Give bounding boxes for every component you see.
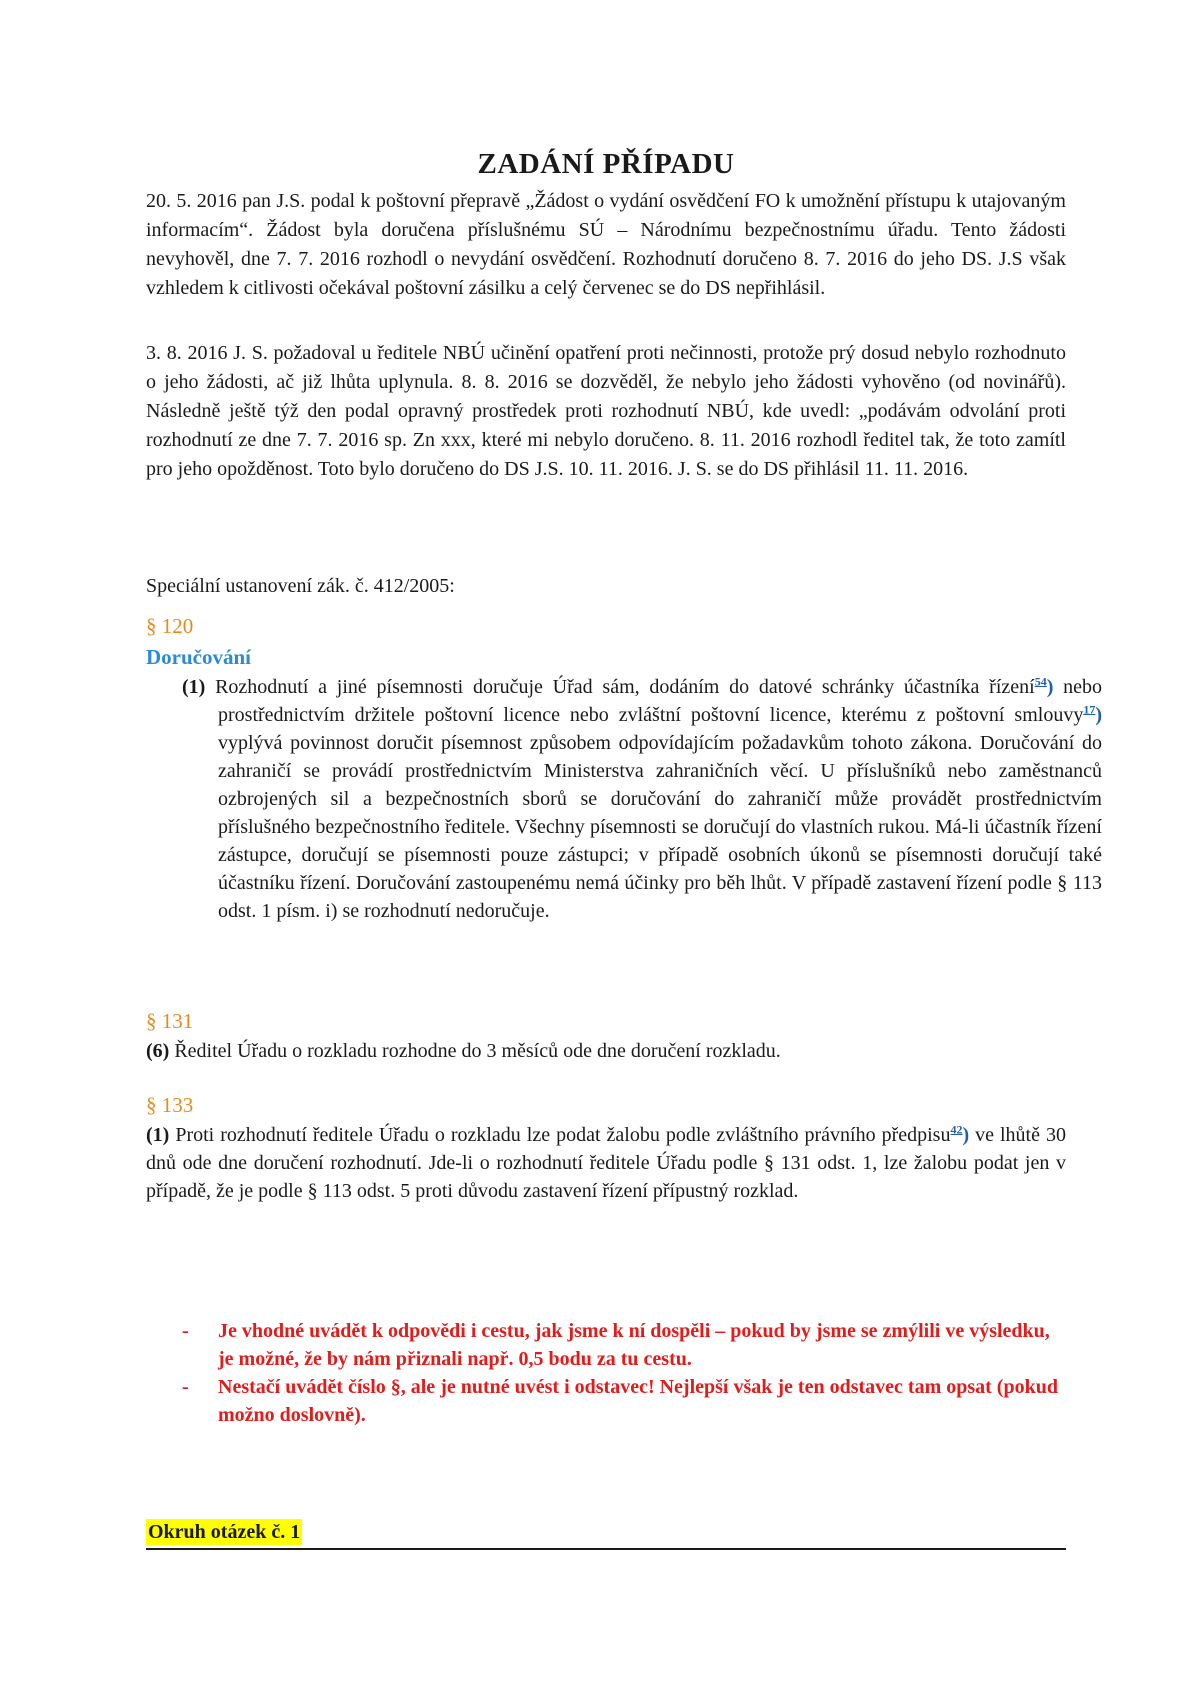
section-131-paragraph-6 <box>146 1037 1066 1065</box>
section-133-number: § 133 <box>146 1093 194 1117</box>
footnote-link-42[interactable]: 42 <box>950 1122 963 1137</box>
section-120-number: § 120 <box>146 614 194 638</box>
footnote-link-54[interactable]: 54 <box>1034 674 1047 689</box>
question-group-heading <box>146 1519 1066 1550</box>
paragraph-number: (1) <box>182 676 206 698</box>
case-paragraph-2: 3. 8. 2016 J. S. požadoval u ředitele NBÚ učinění opatření proti nečinnosti, protože prý dosud nebylo rozhodnuto o jeho žádosti, ač již lhůta uplynula. 8. 8. 2016 se dozvěděl, že nebylo jeho žádosti vyhověno (od novinářů). Následně ještě týž den podal opravný prostředek proti rozhodnutí NBÚ, kde uvedl: „podávám odvolání proti rozhodnutí ze dne 7. 7. 2016 sp. Zn xxx, které mi nebylo doručeno. 8. 11. 2016 rozhodl ředitel tak, že toto zamítl pro jeho opožděnost. Toto bylo doručeno do DS J.S. 10. 11. 2016. J. S. se do DS přihlásil 11. 11. 2016. <box>146 342 1066 480</box>
footnote-paren: ) <box>962 1124 970 1146</box>
note-text: Je vhodné uvádět k odpovědi i cestu, jak jsme k ní dospěli – pokud by jsme se zmýlili ve výsledku, je možné, že by nám přiznali např. 0,5 bodu za tu cestu. <box>218 1320 1050 1370</box>
section-120-title: Doručování <box>146 645 251 669</box>
section-131-number: § 131 <box>146 1009 194 1033</box>
notes-list <box>146 1317 1066 1429</box>
footnote-paren: ) <box>1095 704 1102 726</box>
paragraph-number: (1) <box>146 1124 170 1146</box>
paragraph-text: vyplývá povinnost doručit písemnost způsobem odpovídajícím požadavkům tohoto zákona. Doručování do zahraničí se provádí prostřednictvím Ministerstva zahraničních věcí. U příslušníků nebo zaměstnanců ozbrojených sil a bezpečnostních sborů se doručování do zahraničí může provádět prostřednictvím příslušného bezpečnostního ředitele. Všechny písemnosti se doručují do vlastních rukou. Má-li účastník řízení zástupce, doručují se písemnosti pouze zástupci; v případě osobních úkonů se písemnosti doručují také účastníku řízení. Doručování zastoupenému nemá účinky pro běh lhůt. V případě zastavení řízení podle § 113 odst. 1 písm. i) se rozhodnutí nedoručuje. <box>218 732 1102 922</box>
paragraph-text: Ředitel Úřadu o rozkladu rozhodne do 3 měsíců ode dne doručení rozkladu. <box>169 1040 781 1062</box>
footnote-link-17[interactable]: 17 <box>1083 702 1096 717</box>
document-title: ZADÁNÍ PŘÍPADU <box>477 148 735 180</box>
question-group-label: Okruh otázek č. 1 <box>148 1521 301 1543</box>
section-120-paragraph-1 <box>182 673 1102 925</box>
note-item <box>146 1373 1066 1429</box>
dash-bullet: - <box>182 1320 189 1342</box>
footnote-paren: ) <box>1046 676 1054 698</box>
case-paragraph-1: 20. 5. 2016 pan J.S. podal k poštovní přepravě „Žádost o vydání osvědčení FO k umožnění přístupu k utajovaným informacím“. Žádost byla doručena příslušnému SÚ – Národnímu bezpečnostnímu úřadu. Tento žádosti nevyhověl, dne 7. 7. 2016 rozhodl o nevydání osvědčení. Rozhodnutí doručeno 8. 7. 2016 do jeho DS. J.S však vzhledem k citlivosti očekával poštovní zásilku a celý červenec se do DS nepřihlásil. <box>146 190 1066 299</box>
section-133-paragraph-1 <box>146 1121 1066 1205</box>
paragraph-text: nebo prostřednictvím držitele poštovní licence nebo zvláštní poštovní licence, kterému z poštovní smlouvy <box>218 676 1102 726</box>
paragraph-text: Rozhodnutí a jiné písemnosti doručuje Úřad sám, dodáním do datové schránky účastníka řízení <box>205 676 1035 698</box>
special-provision-intro: Speciální ustanovení zák. č. 412/2005: <box>146 575 455 597</box>
paragraph-text: ve lhůtě 30 dnů ode dne doručení rozhodnutí. Jde-li o rozhodnutí ředitele Úřadu podle § 131 odst. 1, lze žalobu podat jen v případě, že je podle § 113 odst. 5 proti důvodu zastavení řízení přípustný rozklad. <box>146 1124 1066 1202</box>
paragraph-number: (6) <box>146 1040 170 1062</box>
note-item <box>146 1317 1066 1373</box>
paragraph-text: Proti rozhodnutí ředitele Úřadu o rozkladu lze podat žalobu podle zvláštního právního předpisu <box>169 1124 951 1146</box>
note-text: Nestačí uvádět číslo §, ale je nutné uvést i odstavec! Nejlepší však je ten odstavec tam opsat (pokud možno doslovně). <box>218 1376 1058 1426</box>
dash-bullet: - <box>182 1376 189 1398</box>
